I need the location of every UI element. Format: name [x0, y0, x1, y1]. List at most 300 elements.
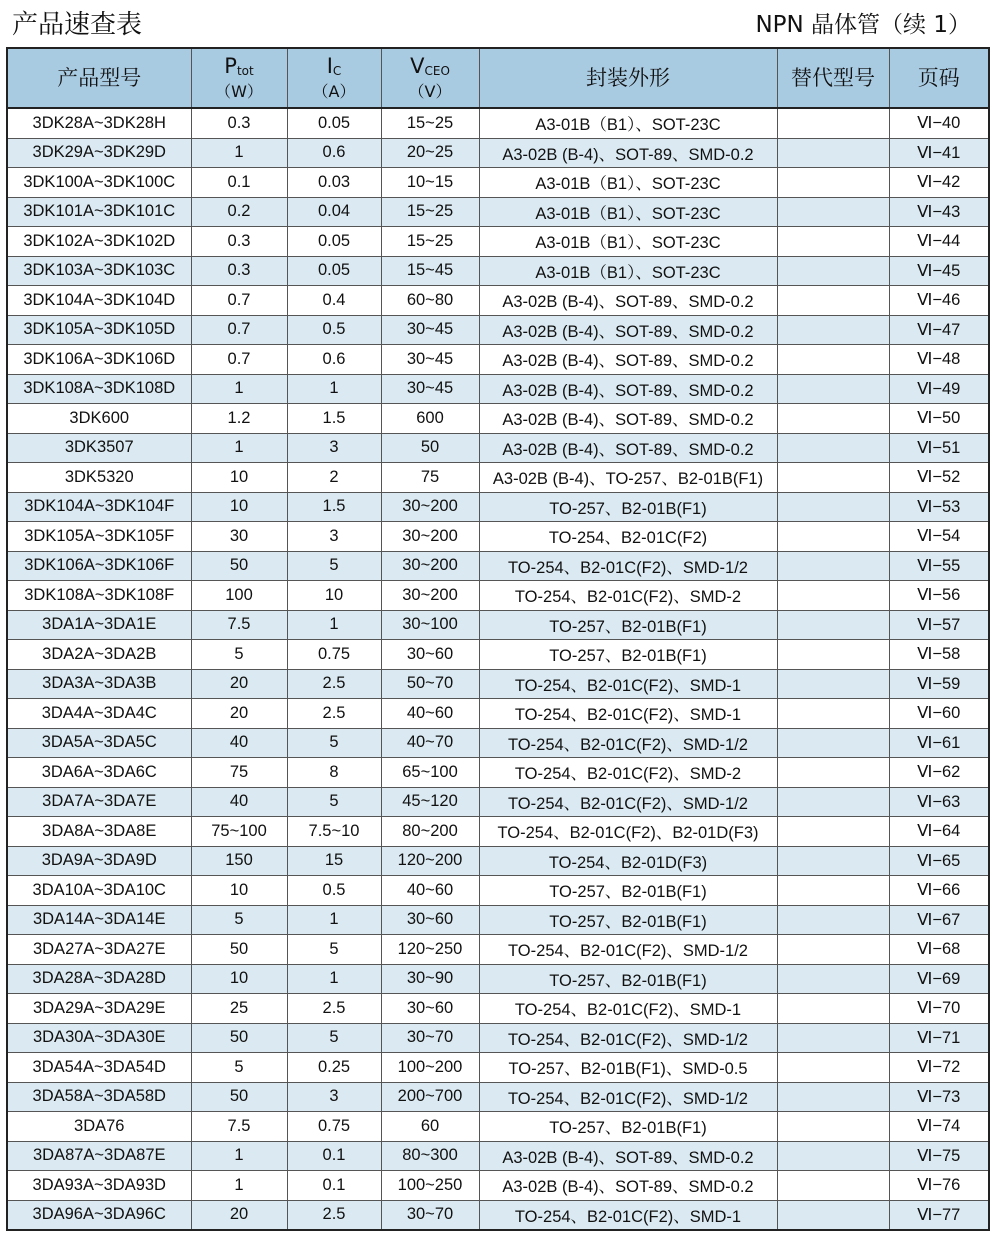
vceo-cell: 10~15 [381, 168, 479, 198]
vceo-cell: 65~100 [381, 758, 479, 788]
table-row [7, 581, 989, 611]
ptot-cell: 1 [191, 1171, 287, 1201]
ic-cell: 1.5 [287, 404, 381, 434]
ic-cell: 0.5 [287, 876, 381, 906]
vceo-cell: 50~70 [381, 669, 479, 699]
vceo-cell: 30~200 [381, 581, 479, 611]
package-cell: A3-01B（B1）、SOT-23C [479, 227, 777, 257]
table-row [7, 758, 989, 788]
vceo-cell: 80~300 [381, 1141, 479, 1171]
header-vceo [381, 48, 479, 108]
table-row [7, 1112, 989, 1142]
page-cell: Ⅵ−64 [889, 817, 989, 847]
page-cell: Ⅵ−76 [889, 1171, 989, 1201]
ic-cell: 3 [287, 1082, 381, 1112]
model-cell: 3DA14A~3DA14E [7, 905, 191, 935]
vceo-cell: 40~60 [381, 876, 479, 906]
section-title: NPN 晶体管（续 1） [755, 12, 971, 38]
page-cell: Ⅵ−49 [889, 374, 989, 404]
ptot-cell: 100 [191, 581, 287, 611]
package-cell: A3-02B (B-4)、SOT-89、SMD-0.2 [479, 433, 777, 463]
ptot-cell: 1 [191, 374, 287, 404]
vceo-cell: 60 [381, 1112, 479, 1142]
package-cell: A3-02B (B-4)、SOT-89、SMD-0.2 [479, 374, 777, 404]
table-row [7, 994, 989, 1024]
table-row [7, 345, 989, 375]
vceo-cell: 30~90 [381, 964, 479, 994]
package-cell: TO-254、B2-01C(F2)、SMD-1 [479, 699, 777, 729]
ptot-cell: 5 [191, 1053, 287, 1083]
substitute-cell [777, 876, 889, 906]
page-cell: Ⅵ−47 [889, 315, 989, 345]
model-cell: 3DA6A~3DA6C [7, 758, 191, 788]
table-row [7, 522, 989, 552]
header-page: 页码 [889, 48, 989, 108]
model-cell: 3DK106A~3DK106D [7, 345, 191, 375]
ptot-cell: 10 [191, 492, 287, 522]
table-row [7, 876, 989, 906]
table-row [7, 787, 989, 817]
ptot-cell: 0.3 [191, 256, 287, 286]
package-cell: TO-254、B2-01D(F3) [479, 846, 777, 876]
ic-cell: 1 [287, 964, 381, 994]
table-row [7, 817, 989, 847]
header-ic [287, 48, 381, 108]
page-cell: Ⅵ−45 [889, 256, 989, 286]
page-cell: Ⅵ−61 [889, 728, 989, 758]
vceo-cell: 30~60 [381, 994, 479, 1024]
model-cell: 3DA1A~3DA1E [7, 610, 191, 640]
ic-cell: 0.1 [287, 1141, 381, 1171]
vceo-cell: 120~250 [381, 935, 479, 965]
ptot-cell: 50 [191, 1023, 287, 1053]
table-row [7, 1171, 989, 1201]
package-cell: A3-02B (B-4)、TO-257、B2-01B(F1) [479, 463, 777, 493]
substitute-cell [777, 1171, 889, 1201]
ptot-cell: 150 [191, 846, 287, 876]
ptot-cell: 10 [191, 964, 287, 994]
header-package: 封装外形 [479, 48, 777, 108]
model-cell: 3DK103A~3DK103C [7, 256, 191, 286]
header-vceo-unit: （V） [408, 82, 452, 102]
ic-cell: 0.25 [287, 1053, 381, 1083]
ptot-cell: 10 [191, 876, 287, 906]
ic-cell: 5 [287, 935, 381, 965]
table-row [7, 315, 989, 345]
model-cell: 3DA7A~3DA7E [7, 787, 191, 817]
table-row [7, 256, 989, 286]
package-cell: TO-254、B2-01C(F2)、SMD-1/2 [479, 1023, 777, 1053]
vceo-cell: 15~25 [381, 108, 479, 138]
model-cell: 3DA87A~3DA87E [7, 1141, 191, 1171]
model-cell: 3DA54A~3DA54D [7, 1053, 191, 1083]
substitute-cell [777, 522, 889, 552]
ic-cell: 2.5 [287, 669, 381, 699]
ptot-cell: 0.3 [191, 227, 287, 257]
ic-cell: 0.75 [287, 1112, 381, 1142]
ptot-cell: 1 [191, 138, 287, 168]
vceo-cell: 30~60 [381, 905, 479, 935]
page-title: 产品速查表 [12, 10, 143, 40]
vceo-cell: 600 [381, 404, 479, 434]
ptot-cell: 20 [191, 669, 287, 699]
ptot-cell: 30 [191, 522, 287, 552]
model-cell: 3DA76 [7, 1112, 191, 1142]
table-row [7, 935, 989, 965]
substitute-cell [777, 345, 889, 375]
ptot-cell: 0.2 [191, 197, 287, 227]
vceo-cell: 30~200 [381, 522, 479, 552]
ptot-cell: 0.7 [191, 345, 287, 375]
substitute-cell [777, 758, 889, 788]
table-row [7, 728, 989, 758]
package-cell: TO-254、B2-01C(F2) [479, 522, 777, 552]
model-cell: 3DA93A~3DA93D [7, 1171, 191, 1201]
substitute-cell [777, 1053, 889, 1083]
table-row [7, 1082, 989, 1112]
package-cell: TO-254、B2-01C(F2)、SMD-1/2 [479, 787, 777, 817]
package-cell: TO-257、B2-01B(F1) [479, 1112, 777, 1142]
ic-cell: 1 [287, 905, 381, 935]
page-cell: Ⅵ−65 [889, 846, 989, 876]
package-cell: TO-254、B2-01C(F2)、SMD-1/2 [479, 935, 777, 965]
package-cell: A3-02B (B-4)、SOT-89、SMD-0.2 [479, 1141, 777, 1171]
package-cell: TO-257、B2-01B(F1) [479, 876, 777, 906]
package-cell: A3-02B (B-4)、SOT-89、SMD-0.2 [479, 345, 777, 375]
header-vceo-subscript: CEO [424, 63, 450, 78]
vceo-cell: 60~80 [381, 286, 479, 316]
header-vceo-symbol: V [410, 53, 425, 78]
ptot-cell: 25 [191, 994, 287, 1024]
vceo-cell: 30~200 [381, 551, 479, 581]
table-row [7, 168, 989, 198]
vceo-cell: 30~200 [381, 492, 479, 522]
model-cell: 3DA4A~3DA4C [7, 699, 191, 729]
ic-cell: 2 [287, 463, 381, 493]
vceo-cell: 30~45 [381, 315, 479, 345]
table-row [7, 197, 989, 227]
ptot-cell: 50 [191, 1082, 287, 1112]
ic-cell: 1.5 [287, 492, 381, 522]
header-substitute: 替代型号 [777, 48, 889, 108]
vceo-cell: 15~25 [381, 227, 479, 257]
ptot-cell: 75 [191, 758, 287, 788]
header-ic-subscript: C [332, 63, 342, 78]
vceo-cell: 40~70 [381, 728, 479, 758]
header-ptot-subscript: tot [236, 63, 254, 78]
ic-cell: 2.5 [287, 1200, 381, 1230]
ic-cell: 5 [287, 1023, 381, 1053]
ptot-cell: 0.3 [191, 108, 287, 138]
page-cell: Ⅵ−69 [889, 964, 989, 994]
substitute-cell [777, 227, 889, 257]
model-cell: 3DK106A~3DK106F [7, 551, 191, 581]
substitute-cell [777, 817, 889, 847]
header-ptot-unit: （W） [215, 82, 263, 102]
package-cell: TO-254、B2-01C(F2)、SMD-1/2 [479, 551, 777, 581]
ptot-cell: 7.5 [191, 610, 287, 640]
table-row [7, 286, 989, 316]
vceo-cell: 45~120 [381, 787, 479, 817]
page-cell: Ⅵ−43 [889, 197, 989, 227]
ic-cell: 5 [287, 728, 381, 758]
ptot-cell: 50 [191, 935, 287, 965]
ic-cell: 5 [287, 787, 381, 817]
table-row [7, 640, 989, 670]
model-cell: 3DK102A~3DK102D [7, 227, 191, 257]
vceo-cell: 30~45 [381, 374, 479, 404]
table-row [7, 1200, 989, 1230]
vceo-cell: 30~70 [381, 1200, 479, 1230]
substitute-cell [777, 551, 889, 581]
page-cell: Ⅵ−67 [889, 905, 989, 935]
table-row [7, 905, 989, 935]
package-cell: A3-01B（B1）、SOT-23C [479, 108, 777, 138]
package-cell: A3-01B（B1）、SOT-23C [479, 168, 777, 198]
model-cell: 3DK29A~3DK29D [7, 138, 191, 168]
page-cell: Ⅵ−58 [889, 640, 989, 670]
substitute-cell [777, 463, 889, 493]
substitute-cell [777, 256, 889, 286]
header-model: 产品型号 [7, 48, 191, 108]
package-cell: TO-254、B2-01C(F2)、B2-01D(F3) [479, 817, 777, 847]
page-cell: Ⅵ−74 [889, 1112, 989, 1142]
table-row [7, 463, 989, 493]
package-cell: TO-254、B2-01C(F2)、SMD-2 [479, 758, 777, 788]
package-cell: TO-254、B2-01C(F2)、SMD-2 [479, 581, 777, 611]
page-cell: Ⅵ−75 [889, 1141, 989, 1171]
table-body [7, 108, 989, 1230]
model-cell: 3DK108A~3DK108F [7, 581, 191, 611]
package-cell: A3-02B (B-4)、SOT-89、SMD-0.2 [479, 286, 777, 316]
ptot-cell: 50 [191, 551, 287, 581]
product-table [6, 47, 990, 1231]
ptot-cell: 0.1 [191, 168, 287, 198]
package-cell: A3-02B (B-4)、SOT-89、SMD-0.2 [479, 1171, 777, 1201]
vceo-cell: 50 [381, 433, 479, 463]
table-row [7, 1141, 989, 1171]
substitute-cell [777, 669, 889, 699]
ic-cell: 5 [287, 551, 381, 581]
ptot-cell: 0.7 [191, 315, 287, 345]
substitute-cell [777, 108, 889, 138]
vceo-cell: 75 [381, 463, 479, 493]
ic-cell: 2.5 [287, 994, 381, 1024]
model-cell: 3DK108A~3DK108D [7, 374, 191, 404]
model-cell: 3DA28A~3DA28D [7, 964, 191, 994]
model-cell: 3DK600 [7, 404, 191, 434]
package-cell: A3-02B (B-4)、SOT-89、SMD-0.2 [479, 404, 777, 434]
model-cell: 3DK5320 [7, 463, 191, 493]
table-row [7, 138, 989, 168]
model-cell: 3DA27A~3DA27E [7, 935, 191, 965]
substitute-cell [777, 728, 889, 758]
ptot-cell: 20 [191, 699, 287, 729]
ptot-cell: 40 [191, 787, 287, 817]
model-cell: 3DA9A~3DA9D [7, 846, 191, 876]
page-cell: Ⅵ−70 [889, 994, 989, 1024]
vceo-cell: 30~60 [381, 640, 479, 670]
package-cell: A3-02B (B-4)、SOT-89、SMD-0.2 [479, 315, 777, 345]
table-row [7, 1023, 989, 1053]
substitute-cell [777, 168, 889, 198]
page-cell: Ⅵ−59 [889, 669, 989, 699]
model-cell: 3DA58A~3DA58D [7, 1082, 191, 1112]
substitute-cell [777, 846, 889, 876]
model-cell: 3DK3507 [7, 433, 191, 463]
table-row [7, 669, 989, 699]
vceo-cell: 100~200 [381, 1053, 479, 1083]
substitute-cell [777, 1112, 889, 1142]
page-cell: Ⅵ−72 [889, 1053, 989, 1083]
vceo-cell: 30~45 [381, 345, 479, 375]
substitute-cell [777, 286, 889, 316]
ic-cell: 0.05 [287, 227, 381, 257]
table-row [7, 108, 989, 138]
model-cell: 3DA30A~3DA30E [7, 1023, 191, 1053]
package-cell: TO-257、B2-01B(F1) [479, 610, 777, 640]
model-cell: 3DA3A~3DA3B [7, 669, 191, 699]
table-row [7, 374, 989, 404]
page-cell: Ⅵ−57 [889, 610, 989, 640]
substitute-cell [777, 640, 889, 670]
package-cell: A3-02B (B-4)、SOT-89、SMD-0.2 [479, 138, 777, 168]
model-cell: 3DA5A~3DA5C [7, 728, 191, 758]
ptot-cell: 5 [191, 640, 287, 670]
model-cell: 3DK105A~3DK105D [7, 315, 191, 345]
model-cell: 3DA29A~3DA29E [7, 994, 191, 1024]
table-row [7, 433, 989, 463]
ic-cell: 0.6 [287, 138, 381, 168]
substitute-cell [777, 315, 889, 345]
page-cell: Ⅵ−50 [889, 404, 989, 434]
vceo-cell: 80~200 [381, 817, 479, 847]
ptot-cell: 7.5 [191, 1112, 287, 1142]
model-cell: 3DA10A~3DA10C [7, 876, 191, 906]
ptot-cell: 5 [191, 905, 287, 935]
package-cell: TO-257、B2-01B(F1) [479, 640, 777, 670]
model-cell: 3DK101A~3DK101C [7, 197, 191, 227]
package-cell: A3-01B（B1）、SOT-23C [479, 256, 777, 286]
header-ic-symbol: I [326, 53, 333, 78]
package-cell: TO-254、B2-01C(F2)、SMD-1/2 [479, 1082, 777, 1112]
ic-cell: 10 [287, 581, 381, 611]
ic-cell: 2.5 [287, 699, 381, 729]
ptot-cell: 1.2 [191, 404, 287, 434]
page-cell: Ⅵ−40 [889, 108, 989, 138]
ptot-cell: 20 [191, 1200, 287, 1230]
package-cell: TO-257、B2-01B(F1) [479, 964, 777, 994]
ic-cell: 0.1 [287, 1171, 381, 1201]
header-ic-unit: （A） [312, 82, 356, 102]
vceo-cell: 120~200 [381, 846, 479, 876]
page-cell: Ⅵ−56 [889, 581, 989, 611]
page-cell: Ⅵ−63 [889, 787, 989, 817]
vceo-cell: 200~700 [381, 1082, 479, 1112]
page-cell: Ⅵ−60 [889, 699, 989, 729]
page-cell: Ⅵ−55 [889, 551, 989, 581]
vceo-cell: 40~60 [381, 699, 479, 729]
page-cell: Ⅵ−41 [889, 138, 989, 168]
ic-cell: 0.5 [287, 315, 381, 345]
substitute-cell [777, 433, 889, 463]
page-cell: Ⅵ−54 [889, 522, 989, 552]
table-row [7, 610, 989, 640]
page-cell: Ⅵ−62 [889, 758, 989, 788]
package-cell: TO-254、B2-01C(F2)、SMD-1 [479, 994, 777, 1024]
ic-cell: 15 [287, 846, 381, 876]
substitute-cell [777, 905, 889, 935]
ic-cell: 0.75 [287, 640, 381, 670]
table-row [7, 404, 989, 434]
table-row [7, 227, 989, 257]
ic-cell: 0.04 [287, 197, 381, 227]
page-cell: Ⅵ−68 [889, 935, 989, 965]
table-row [7, 1053, 989, 1083]
model-cell: 3DK105A~3DK105F [7, 522, 191, 552]
vceo-cell: 100~250 [381, 1171, 479, 1201]
package-cell: TO-257、B2-01B(F1)、SMD-0.5 [479, 1053, 777, 1083]
substitute-cell [777, 1141, 889, 1171]
substitute-cell [777, 1082, 889, 1112]
header-ptot-symbol: P [224, 53, 237, 78]
substitute-cell [777, 994, 889, 1024]
substitute-cell [777, 1200, 889, 1230]
vceo-cell: 15~25 [381, 197, 479, 227]
vceo-cell: 30~70 [381, 1023, 479, 1053]
substitute-cell [777, 610, 889, 640]
page-cell: Ⅵ−48 [889, 345, 989, 375]
ptot-cell: 10 [191, 463, 287, 493]
model-cell: 3DK104A~3DK104D [7, 286, 191, 316]
table-row [7, 492, 989, 522]
vceo-cell: 20~25 [381, 138, 479, 168]
ic-cell: 0.6 [287, 345, 381, 375]
ptot-cell: 1 [191, 1141, 287, 1171]
ic-cell: 1 [287, 374, 381, 404]
package-cell: TO-257、B2-01B(F1) [479, 492, 777, 522]
page-cell: Ⅵ−44 [889, 227, 989, 257]
model-cell: 3DK104A~3DK104F [7, 492, 191, 522]
ptot-cell: 75~100 [191, 817, 287, 847]
model-cell: 3DK28A~3DK28H [7, 108, 191, 138]
ic-cell: 3 [287, 522, 381, 552]
substitute-cell [777, 964, 889, 994]
package-cell: A3-01B（B1）、SOT-23C [479, 197, 777, 227]
page-cell: Ⅵ−73 [889, 1082, 989, 1112]
page-cell: Ⅵ−71 [889, 1023, 989, 1053]
page-cell: Ⅵ−51 [889, 433, 989, 463]
model-cell: 3DA96A~3DA96C [7, 1200, 191, 1230]
ic-cell: 1 [287, 610, 381, 640]
table-header-row [7, 48, 989, 108]
ic-cell: 8 [287, 758, 381, 788]
substitute-cell [777, 699, 889, 729]
header-ptot [191, 48, 287, 108]
substitute-cell [777, 581, 889, 611]
page-cell: Ⅵ−42 [889, 168, 989, 198]
substitute-cell [777, 1023, 889, 1053]
page-cell: Ⅵ−53 [889, 492, 989, 522]
package-cell: TO-254、B2-01C(F2)、SMD-1 [479, 669, 777, 699]
substitute-cell [777, 787, 889, 817]
substitute-cell [777, 197, 889, 227]
page-cell: Ⅵ−77 [889, 1200, 989, 1230]
substitute-cell [777, 138, 889, 168]
vceo-cell: 30~100 [381, 610, 479, 640]
package-cell: TO-257、B2-01B(F1) [479, 905, 777, 935]
ic-cell: 0.05 [287, 256, 381, 286]
